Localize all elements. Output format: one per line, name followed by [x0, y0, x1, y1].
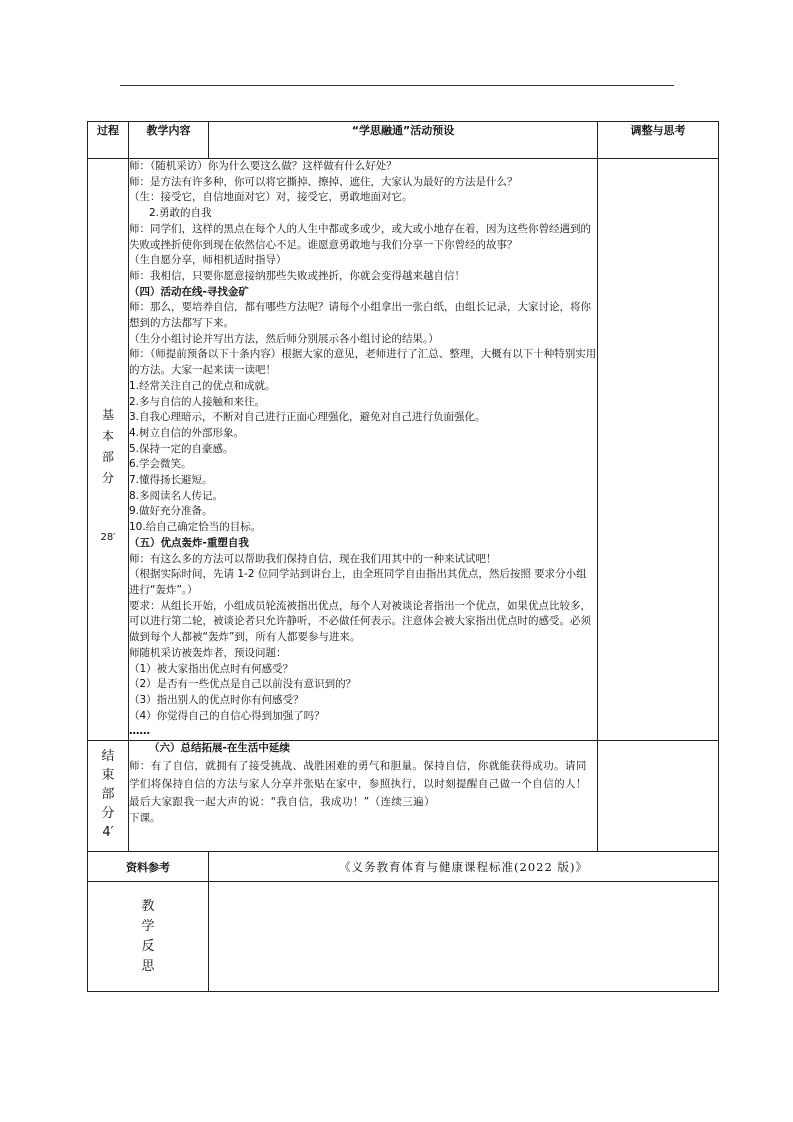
reflection-label-char: 反 — [141, 938, 155, 954]
basic-section-row — [88, 159, 719, 741]
content-line: 4.树立自信的外部形象。 — [129, 426, 245, 439]
content-line: （四）活动在线-寻找金矿 — [129, 285, 249, 298]
content-line: （根据实际时间，先请 1-2 位同学站到讲台上，由全班同学自由指出其优点，然后按照 要求分小组进行“轰炸”。） — [129, 568, 587, 596]
header-adjust: 调整与思考 — [598, 122, 719, 159]
content-line: （3）指出别人的优点时你有何感受？ — [129, 693, 304, 706]
basic-section-time: 28′ — [100, 532, 116, 543]
reflection-label-char: 学 — [141, 918, 155, 934]
reflection-content[interactable] — [209, 882, 719, 992]
end-section-title: （六）总结拓展-在生活中延续 — [149, 742, 290, 755]
content-line: 2.勇敢的自我 — [149, 207, 212, 220]
header-content: 教学内容 — [129, 122, 209, 159]
reference-row — [88, 852, 719, 882]
end-section-label — [88, 741, 129, 852]
content-line: （生自愿分享，师相机适时指导） — [129, 254, 287, 267]
content-line: …… — [129, 725, 150, 738]
basic-adjust-cell — [598, 159, 719, 741]
content-line: （五）优点轰炸-重塑自我 — [129, 536, 249, 549]
end-label-char: 分 — [101, 806, 115, 822]
basic-label-char: 分 — [101, 471, 114, 485]
content-line: 师：我相信，只要你愿意接纳那些失败或挫折，你就会变得越来越自信！ — [129, 269, 465, 282]
content-line: （生：接受它，自信地面对它）对，接受它，勇敢地面对它。 — [129, 191, 413, 204]
end-section-closing: 下课。 — [129, 811, 161, 824]
end-section-row — [88, 741, 719, 852]
content-line: 6.学会微笑。 — [129, 458, 192, 471]
content-line: 师：（随机采访）你为什么要这么做？这样做有什么好处？ — [129, 160, 397, 172]
content-line: 9.做好充分准备。 — [129, 505, 213, 518]
content-line: 8.多阅读名人传记。 — [129, 489, 224, 502]
basic-section-content — [129, 159, 598, 741]
end-label-char: 结 — [101, 749, 115, 765]
header-rule — [120, 85, 674, 86]
content-line: 10.给自己确定恰当的目标。 — [129, 521, 262, 534]
basic-section-label — [88, 159, 129, 741]
basic-label-char: 本 — [101, 429, 114, 443]
content-line: 师：同学们，这样的黑点在每个人的人生中都或多或少，或大或小地存在着，因为这些你曾经遇到的失败或挫折使你到现在依然信心不足。谁愿意勇敢地与我们分享一下你曾经的故事？ — [129, 222, 591, 251]
reflection-label-char: 思 — [141, 958, 155, 974]
reference-text: 《义务教育体育与健康课程标准(2022 版)》 — [209, 852, 719, 882]
content-line: 7.懂得扬长避短。 — [129, 474, 213, 487]
content-line: （生分小组讨论并写出方法，然后师分别展示各小组讨论的结果。） — [129, 332, 439, 345]
content-line: 师：是方法有许多种，你可以将它撕掉、擦掉、遮住，大家认为最好的方法是什么？ — [129, 175, 518, 188]
end-section-content — [129, 741, 598, 852]
content-line: （4）你觉得自己的自信心得到加强了吗？ — [129, 709, 325, 722]
end-adjust-cell — [598, 741, 719, 852]
basic-lines — [129, 159, 597, 740]
content-line: 师：（师提前预备以下十条内容）根据大家的意见，老师进行了汇总、整理，大概有以下十种特别实用的方法。大家一起来读一读吧！ — [129, 348, 597, 377]
basic-label-char: 部 — [101, 450, 114, 464]
content-line: 2.多与自信的人接触和来往。 — [129, 395, 266, 408]
end-section-paragraph: 师：有了自信，就拥有了接受挑战、战胜困难的勇气和胆量。保持自信，你就能获得成功。请同学们将保持自信的方法与家人分享并张贴在家中，参照执行，以时刻提醒自己做一个自信的人！最后大家跟我一起大声的说：“我自信，我成功！”（连续三遍） — [129, 759, 587, 808]
end-label-char: 部 — [101, 787, 115, 803]
end-section-time: 4′ — [102, 825, 114, 841]
table-header-row — [88, 122, 719, 159]
content-line: 师：有这么多的方法可以帮助我们保持自信，现在我们用其中的一种来试试吧！ — [129, 552, 497, 565]
lesson-plan-table — [87, 121, 719, 992]
header-activity: “学思融通”活动预设 — [209, 122, 598, 159]
content-line: （1）被大家指出优点时有何感受？ — [129, 662, 294, 675]
reference-label: 资料参考 — [88, 852, 209, 882]
end-label-char: 束 — [101, 768, 115, 784]
header-process: 过程 — [88, 122, 129, 159]
reflection-row — [88, 882, 719, 992]
content-line: 5.保持一定的自豪感。 — [129, 442, 234, 455]
basic-label-char: 基 — [101, 408, 114, 422]
content-line: 师：那么，要培养自信，都有哪些方法呢？请每个小组拿出一张白纸，由组长记录，大家讨论，将你想到的方法都写下来。 — [129, 301, 591, 330]
content-line: 1.经常关注自己的优点和成就。 — [129, 379, 276, 392]
content-line: 师随机采访被轰炸者，预设问题： — [129, 646, 287, 659]
content-line: 3.自我心理暗示，不断对自己进行正面心理强化，避免对自己进行负面强化。 — [129, 411, 486, 424]
content-line: 要求：从组长开始，小组成员轮流被指出优点，每个人对被谈论者指出一个优点，如果优点比较多，可以进行第二轮，被谈论者只允许静听，不必做任何表示。注意体会被大家指出优点时的感受。必须做到每个人都被“轰炸”到，所有人都要参与进来。 — [129, 599, 591, 644]
reflection-label-char: 教 — [141, 898, 155, 914]
content-line: （2）是否有一些优点是自己以前没有意识到的？ — [129, 678, 357, 691]
reflection-label — [88, 882, 209, 992]
